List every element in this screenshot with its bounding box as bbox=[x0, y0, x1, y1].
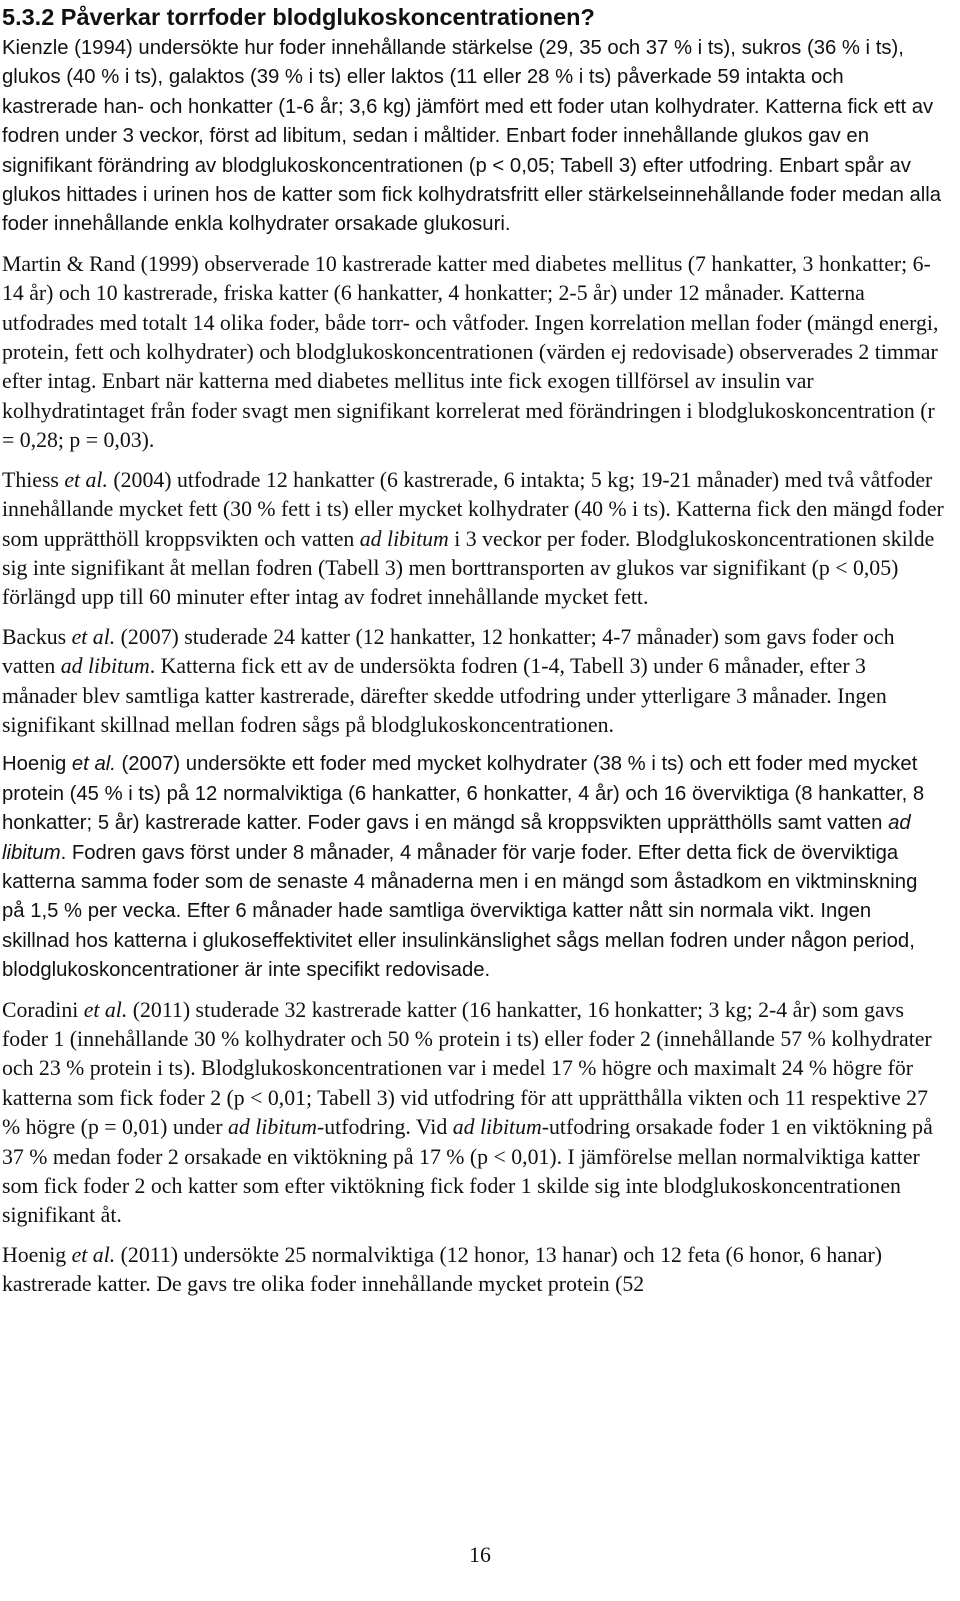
text-run: Martin & Rand (1999) observerade 10 kastrerade katter med diabetes mellitus (7 hankatter, 3 honkatter; 6-14 år) och 10 kastrerade, friska katter (6 hankatter, 4 honkatter; 2-5 år) under 12 månader. Katterna utfodrades med totalt 14 olika foder, både torr- och våtfoder. Ingen korrelation mellan foder (mängd energi, protein, fett och kolhydrater) och blodglukoskoncentrationen (värden ej redovisade) observerades 2 timmar efter intag. Enbart när katterna med diabetes mellitus inte fick exogen tillförsel av insulin var kolhydratintaget från foder svagt men signifikant korrelerat med förändringen i blodglukoskoncentration (r = 0,28; p = 0,03). bbox=[2, 251, 939, 453]
section-heading: 5.3.2 Påverkar torrfoder blodglukoskoncentrationen? bbox=[2, 4, 595, 30]
text-run: Thiess bbox=[2, 467, 65, 492]
paragraph-kienzle bbox=[2, 34, 944, 240]
text-run: Backus bbox=[2, 624, 72, 649]
text-run: i 3 veckor per foder. Blodglukoskoncentrationen skilde sig inte signifikant åt mellan fodren (Tabell 3) men borttransporten av glukos var signifikant (p < 0,05) förlängd upp till 60 minuter efter intag av fodret innehållande mycket fett. bbox=[2, 526, 935, 610]
italic-text-run: et al. bbox=[71, 1242, 116, 1267]
text-run: Hoenig bbox=[2, 753, 72, 776]
italic-text-run: ad libitum bbox=[60, 654, 150, 679]
italic-text-run: ad libitum bbox=[2, 812, 911, 864]
text-run: -utfodring orsakade foder 1 en viktökning på 37 % medan foder 2 orsakade en viktökning på 17 % (p < 0,01). I jämförelse mellan normalviktiga katter som fick foder 2 och katter som efter viktökning fick foder 1 skilde sig inte blodglukoskoncentrationen signifikant åt. bbox=[2, 1115, 933, 1228]
paragraph-backus bbox=[2, 623, 944, 741]
italic-text-run: ad libitum bbox=[452, 1115, 542, 1140]
text-run: Kienzle (1994) undersökte hur foder innehållande stärkelse (29, 35 och 37 % i ts), sukros (36 % i ts), glukos (40 % i ts), galaktos (39 % i ts) eller laktos (11 eller 28 % i ts) påverkade 59 intakta och kastrerade han- och honkatter (1-6 år; 3,6 kg) jämfört med ett foder utan kolhydrater. Katterna fick ett av fodren under 3 veckor, först ad libitum, sedan i måltider. Enbart foder innehållande glukos gav en signifikant förändring av blodglukoskoncentrationen (p < 0,05; Tabell 3) efter utfodring. Enbart spår av glukos hittades i urinen hos de katter som fick kolhydratsfritt eller stärkelseinnehållande foder medan alla foder innehållande enkla kolhydrater orsakade glukosuri. bbox=[2, 37, 942, 236]
italic-text-run: ad libitum bbox=[227, 1115, 317, 1140]
page-number: 16 bbox=[469, 1543, 491, 1567]
text-run: . Fodren gavs först under 8 månader, 4 månader för varje foder. Efter detta fick de överviktiga katterna samma foder som de senaste 4 månaderna men i en mängd som åstadkom en viktminskning på 1,5 % per vecka. Efter 6 månader hade samtliga överviktiga katter nått sin normala vikt. Ingen skillnad hos katterna i glukoseffektivitet eller insulinkänslighet sågs mellan fodren under någon period, blodglukoskoncentrationer är inte specifikt redovisade. bbox=[2, 841, 918, 982]
paragraph-thiess bbox=[2, 466, 944, 613]
text-run: (2011) undersökte 25 normalviktiga (12 honor, 13 hanar) och 12 feta (6 honor, 6 hanar) kastrerade katter. De gavs tre olika foder innehållande mycket protein (52 bbox=[2, 1242, 882, 1297]
text-run: . Katterna fick ett av de undersökta fodren (1-4, Tabell 3) under 6 månader, efter 3 månader blev samtliga katter kastrerade, därefter skedde utfodring under ytterligare 3 månader. Ingen signifikant skillnad mellan fodren sågs på blodglukoskoncentrationen. bbox=[2, 654, 887, 737]
text-run: (2007) undersökte ett foder med mycket kolhydrater (38 % i ts) och ett foder med mycket protein (45 % i ts) på 12 normalviktiga (6 hankatter, 6 honkatter, 4 år) och 16 överviktiga (8 hankatter, 8 honkatter; 5 år) kastrerade katter. Foder gavs i en mängd så kroppsvikten upprätthölls samt vatten bbox=[2, 753, 925, 835]
italic-text-run: et al. bbox=[64, 467, 108, 492]
italic-text-run: et al. bbox=[71, 753, 116, 776]
text-run: (2007) studerade 24 katter (12 hankatter, 12 honkatter; 4-7 månader) som gavs foder och vatten bbox=[2, 624, 895, 679]
italic-text-run: et al. bbox=[71, 624, 116, 649]
paragraph-coradini bbox=[2, 996, 944, 1231]
paragraph-martin-rand bbox=[2, 250, 944, 456]
paragraph-hoenig-2011 bbox=[2, 1241, 944, 1300]
text-run: -utfodring. Vid bbox=[316, 1115, 453, 1140]
text-run: (2004) utfodrade 12 hankatter (6 kastrerade, 6 intakta; 5 kg; 19-21 månader) med två våtfoder innehållande mycket fett (30 % fett i ts) eller mycket kolhydrater (40 % i ts). Katterna fick den mängd foder som upprätthöll kroppsvikten och vatten bbox=[2, 467, 944, 551]
text-run: Coradini bbox=[2, 997, 84, 1022]
italic-text-run: ad libitum bbox=[359, 526, 449, 551]
text-run: (2011) studerade 32 kastrerade katter (16 hankatter, 16 honkatter; 3 kg; 2-4 år) som gavs foder 1 (innehållande 30 % kolhydrater och 50 % protein i ts) eller foder 2 (innehållande 57 % kolhydrater och 23 % protein i ts). Blodglukoskoncentrationen var i medel 17 % högre och maximalt 24 % högre för katterna som fick foder 2 (p < 0,01; Tabell 3) vid utfodring för att upprätthålla vikten och 11 respektive 27 % högre (p = 0,01) under bbox=[2, 997, 932, 1140]
text-run: Hoenig bbox=[2, 1242, 72, 1267]
italic-text-run: et al. bbox=[83, 997, 128, 1022]
paragraph-hoenig-2007 bbox=[2, 750, 944, 985]
